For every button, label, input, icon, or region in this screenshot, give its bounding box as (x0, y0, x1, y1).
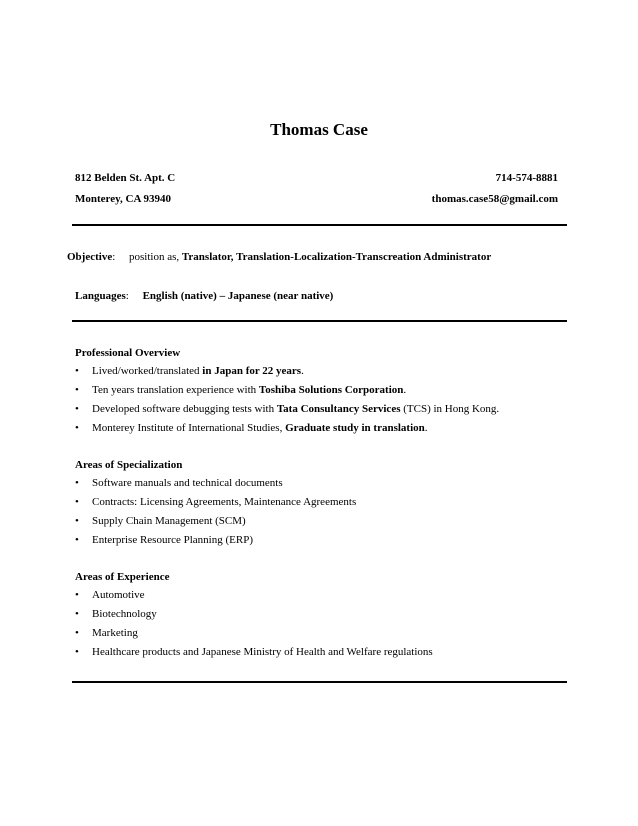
languages-label: Languages (75, 290, 126, 302)
languages-row: Languages: English (native) – Japanese (near native) (75, 290, 334, 302)
list-item: • Lived/worked/translated in Japan for 22 years. (75, 362, 499, 381)
phone-number: 714-574-8881 (495, 172, 558, 184)
list-item: • Monterey Institute of International Studies, Graduate study in translation. (75, 419, 499, 438)
bullet-icon: • (75, 515, 79, 527)
objective-label: Objective (67, 251, 113, 263)
bullet-icon: • (75, 422, 79, 434)
objective-value: Translator, Translation-Localization-Transcreation Administrator (181, 251, 492, 263)
list-item: • Ten years translation experience with Toshiba Solutions Corporation. (75, 381, 499, 400)
bullet-icon: • (75, 534, 79, 546)
bullet-icon: • (75, 608, 79, 620)
bullet-icon: • (75, 646, 79, 658)
objective-prefix: position as, (129, 251, 180, 263)
objective-row: Objective: position as, Translator, Translation-Localization-Transcreation Administrator (67, 251, 492, 263)
list-item: • Automotive (75, 586, 433, 605)
list-item: • Healthcare products and Japanese Ministry of Health and Welfare regulations (75, 643, 433, 662)
bullet-icon: • (75, 589, 79, 601)
list-item: • Enterprise Resource Planning (ERP) (75, 531, 356, 550)
candidate-name: Thomas Case (270, 120, 368, 139)
list-item: • Supply Chain Management (SCM) (75, 512, 356, 531)
list-item: • Marketing (75, 624, 433, 643)
divider-footer (72, 681, 567, 683)
divider-header (72, 224, 567, 226)
professional-overview-list (75, 362, 499, 438)
bullet-icon: • (75, 365, 79, 377)
divider-languages (72, 320, 567, 322)
bullet-icon: • (75, 496, 79, 508)
experience-list (75, 586, 433, 662)
list-item: • Software manuals and technical documents (75, 474, 356, 493)
professional-overview-title: Professional Overview (75, 347, 181, 359)
bullet-icon: • (75, 384, 79, 396)
list-item: • Biotechnology (75, 605, 433, 624)
bullet-icon: • (75, 403, 79, 415)
languages-value: English (native) – Japanese (near native) (142, 290, 334, 302)
address-line-1: 812 Belden St. Apt. C (75, 172, 176, 184)
address-line-2: Monterey, CA 93940 (75, 193, 172, 205)
specialization-list (75, 474, 356, 550)
specialization-title: Areas of Specialization (75, 459, 183, 471)
experience-title: Areas of Experience (75, 571, 170, 583)
bullet-icon: • (75, 627, 79, 639)
bullet-icon: • (75, 477, 79, 489)
list-item: • Contracts: Licensing Agreements, Maintenance Agreements (75, 493, 356, 512)
list-item: • Developed software debugging tests with Tata Consultancy Services (TCS) in Hong Kong. (75, 400, 499, 419)
email-address: thomas.case58@gmail.com (431, 193, 558, 205)
